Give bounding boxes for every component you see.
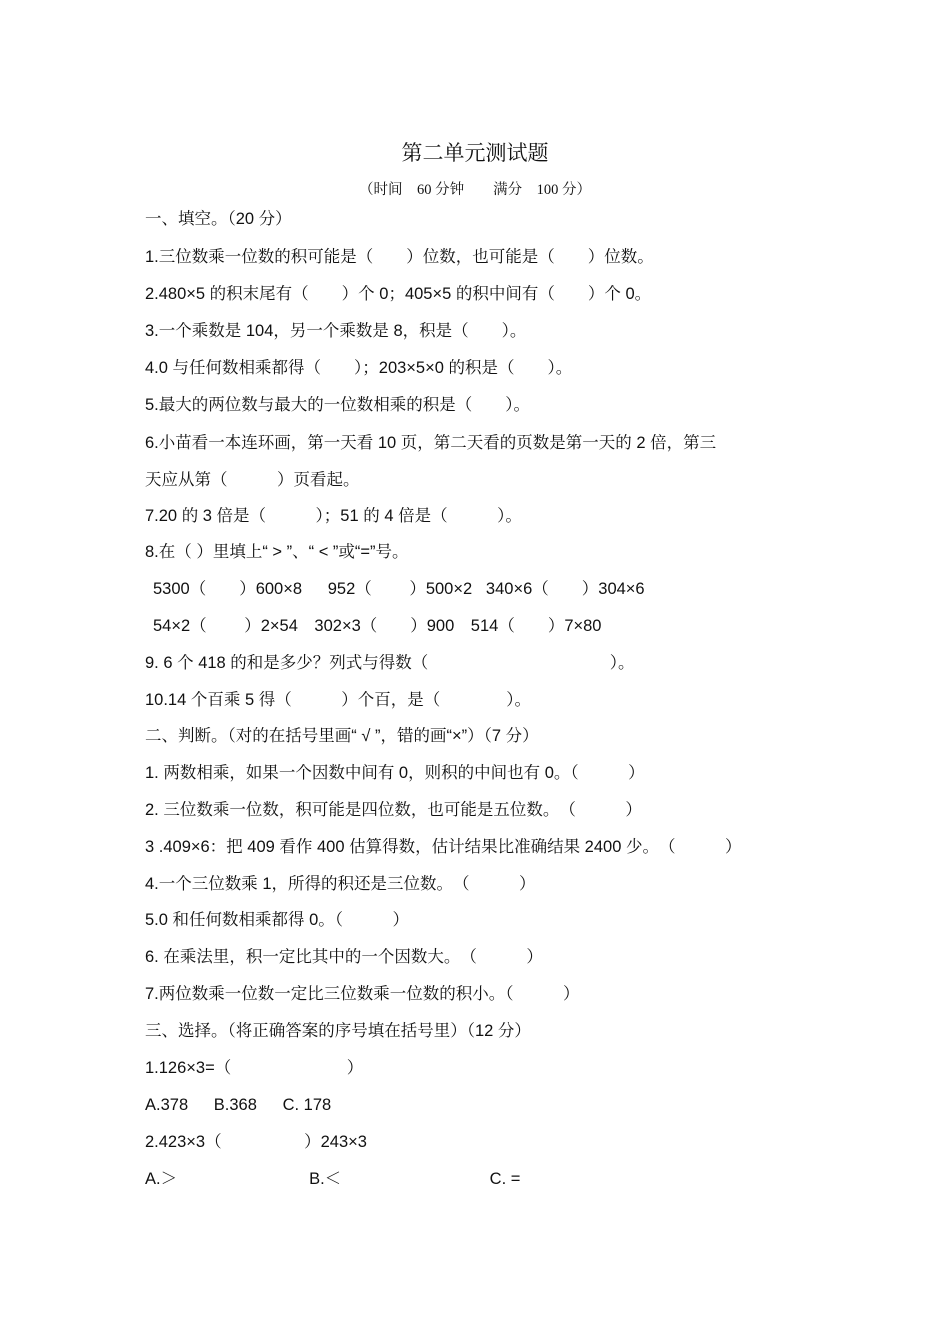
comparison-row: 54×2（ ）2×54 302×3（ ）900 514（ ）7×80: [153, 617, 602, 635]
question-line: 9. 6 个 418 的和是多少？列式与得数（ ）。: [145, 654, 635, 672]
answer-options: A.378 B.368 C. 178: [145, 1096, 332, 1114]
question-line: 2.423×3（ ）243×3: [145, 1133, 367, 1151]
question-line: 2. 三位数乘一位数，积可能是四位数，也可能是五位数。 （ ）: [145, 801, 642, 819]
question-line: 天应从第（ ）页看起。: [145, 471, 360, 489]
answer-options: A.＞ B.＜ C. =: [145, 1170, 521, 1188]
question-line: 5.最大的两位数与最大的一位数相乘的积是（ ）。: [145, 396, 531, 414]
section-heading-choice: 三、选择。（将正确答案的序号填在括号里）（12 分）: [145, 1022, 531, 1040]
section-heading-judge: 二、判断。（对的在括号里画“ √ ”，错的画“×”）（7 分）: [145, 727, 539, 745]
question-line: 6.小苗看一本连环画，第一天看 10 页，第二天看的页数是第一天的 2 倍，第三: [145, 434, 717, 452]
exam-info: （时间 60 分钟 满分 100 分）: [359, 182, 591, 198]
question-line: 4.0 与任何数相乘都得（ ）；203×5×0 的积是（ ）。: [145, 359, 573, 377]
question-line: 6. 在乘法里，积一定比其中的一个因数大。 （ ）: [145, 948, 543, 966]
question-line: 7.两位数乘一位数一定比三位数乘一位数的积小。（ ）: [145, 985, 580, 1003]
page-title: 第二单元测试题: [401, 141, 549, 165]
question-line: 10.14 个百乘 5 得（ ）个百，是（ ）。: [145, 691, 531, 709]
comparison-row: 5300（ ）600×8 952（ ）500×2 340×6（ ）304×6: [153, 580, 645, 598]
question-line: 1.126×3=（ ）: [145, 1059, 364, 1077]
question-line: 3 .409×6：把 409 看作 400 估算得数，估计结果比准确结果 2400 少。 （ ）: [145, 838, 742, 856]
question-line: 8.在（ ）里填上“ > ”、“ < ”或“=”号。: [145, 543, 409, 561]
question-line: 1. 两数相乘，如果一个因数中间有 0，则积的中间也有 0。（ ）: [145, 764, 645, 782]
question-line: 5.0 和任何数相乘都得 0。（ ）: [145, 911, 410, 929]
question-line: 1.三位数乘一位数的积可能是（ ）位数，也可能是（ ）位数。: [145, 248, 654, 266]
question-line: 3.一个乘数是 104，另一个乘数是 8，积是（ ）。: [145, 322, 527, 340]
section-heading-fill-blank: 一、填空。（20 分）: [145, 210, 292, 228]
question-line: 4.一个三位数乘 1，所得的积还是三位数。 （ ）: [145, 875, 536, 893]
question-line: 7.20 的 3 倍是（ ）；51 的 4 倍是（ ）。: [145, 507, 522, 525]
question-line: 2.480×5 的积末尾有（ ）个 0；405×5 的积中间有（ ）个 0。: [145, 285, 652, 303]
